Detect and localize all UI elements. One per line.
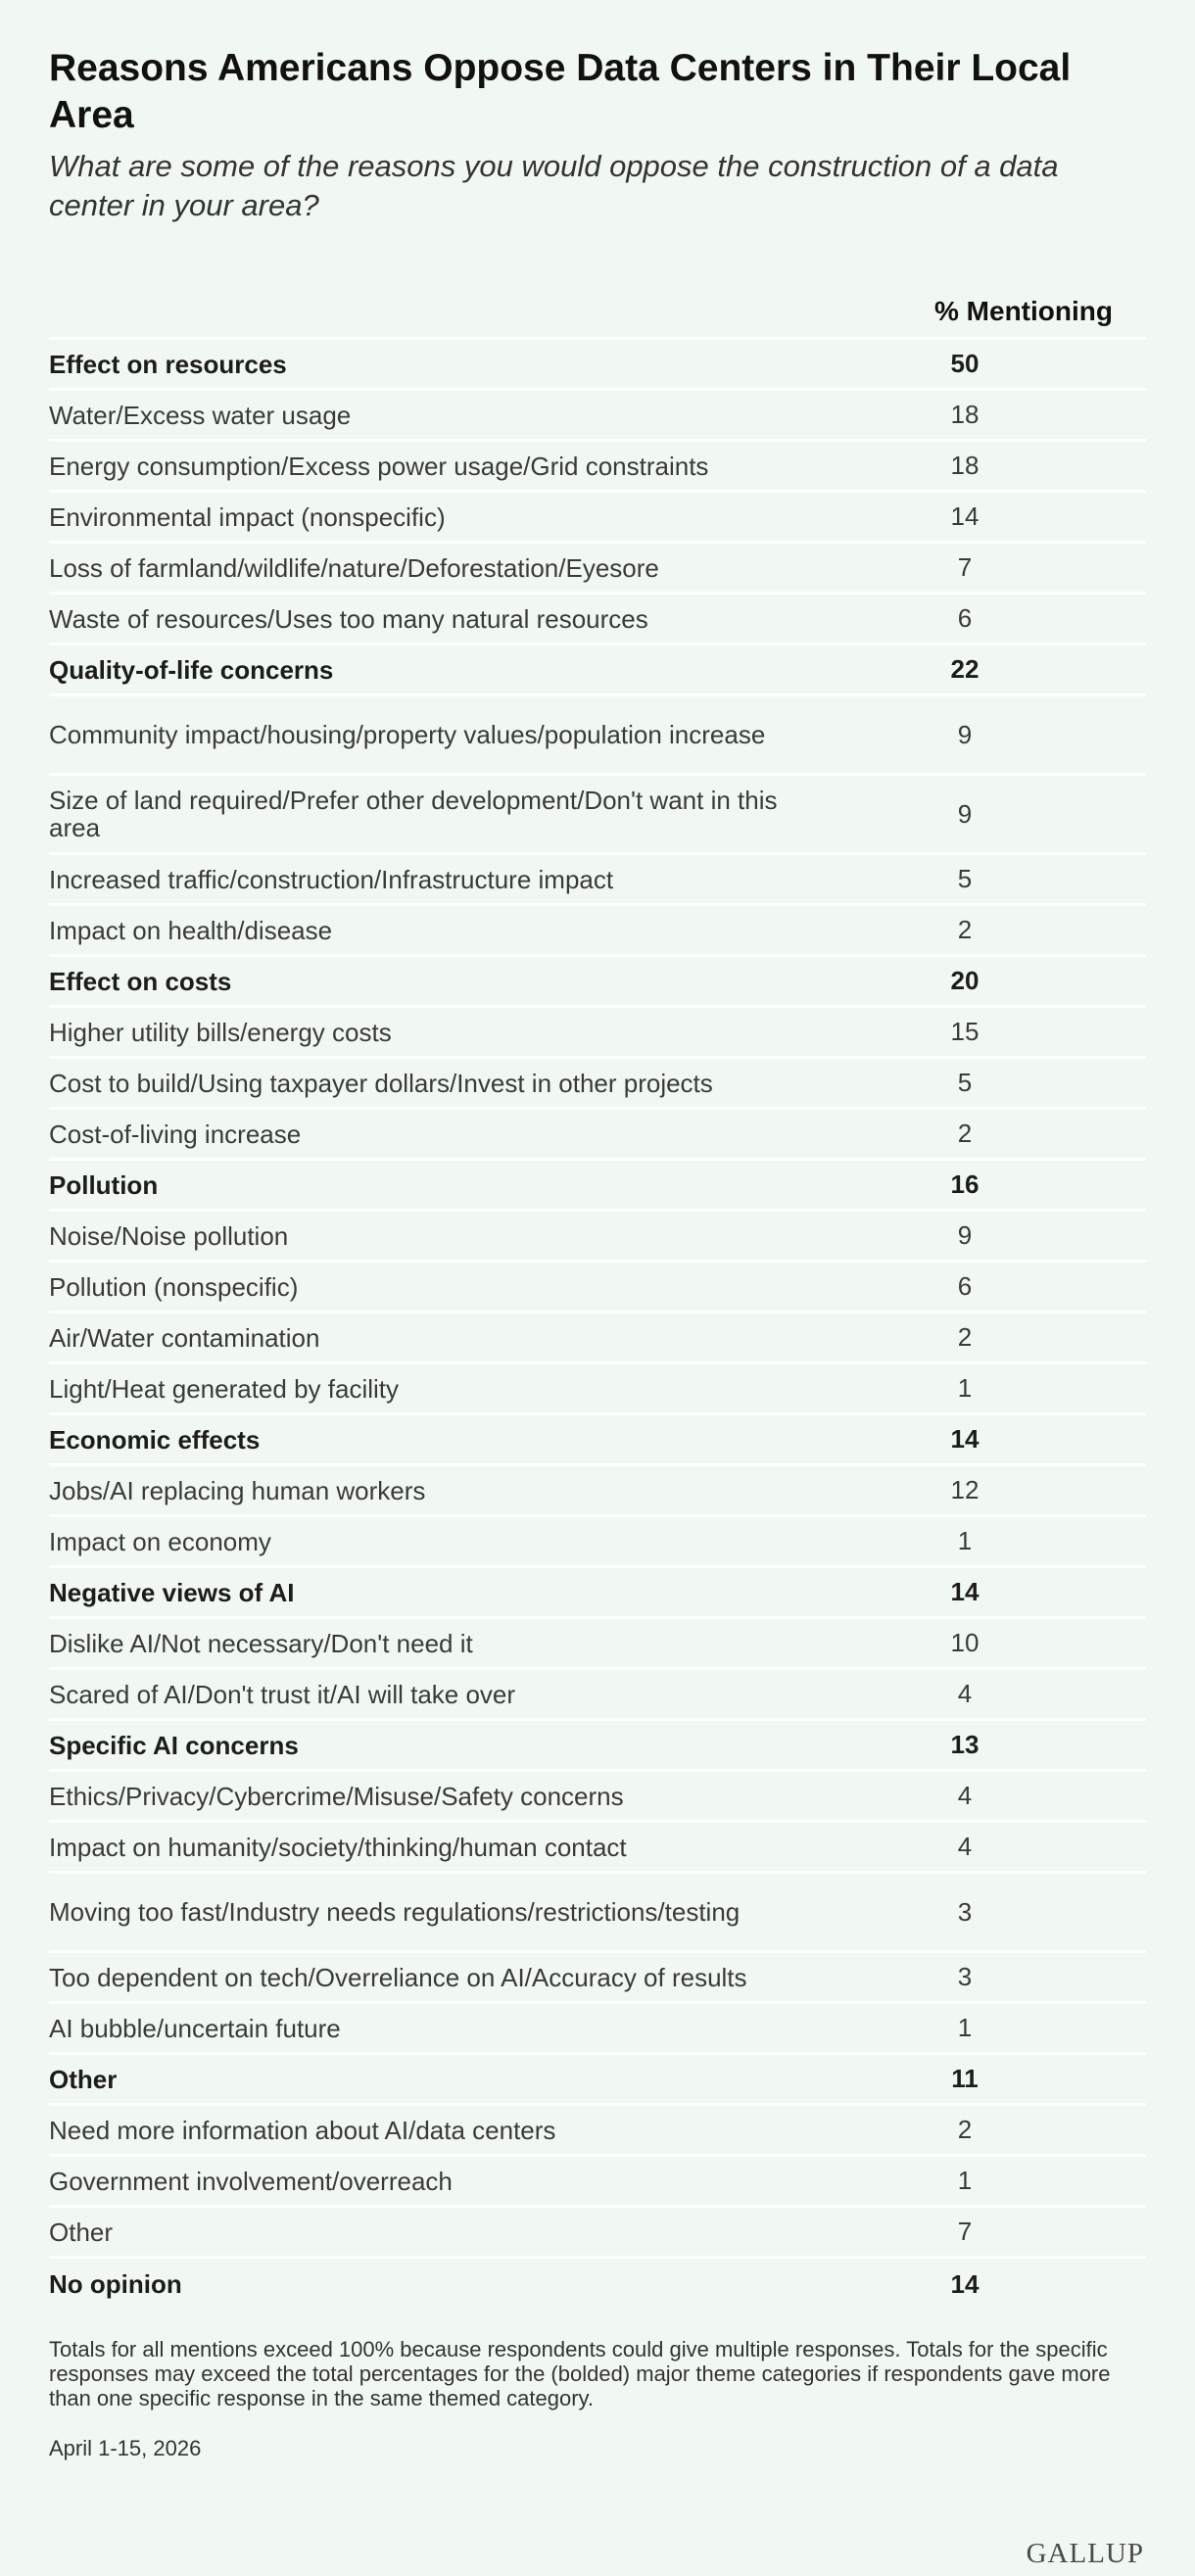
table-row bbox=[49, 1110, 1146, 1161]
row-value: 12 bbox=[950, 1475, 980, 1504]
row-label: Economic effects bbox=[49, 1424, 261, 1455]
row-label: Dislike AI/Not necessary/Don't need it bbox=[49, 1628, 473, 1658]
table-row bbox=[49, 1874, 1146, 1953]
row-label: Other bbox=[49, 2064, 118, 2094]
row-value: 1 bbox=[957, 1526, 973, 1555]
row-label: Higher utility bills/energy costs bbox=[49, 1017, 392, 1047]
row-value: 7 bbox=[957, 552, 973, 582]
row-label: Negative views of AI bbox=[49, 1577, 295, 1607]
row-label: Environmental impact (nonspecific) bbox=[49, 501, 446, 532]
row-label: Increased traffic/construction/Infrastructure impact bbox=[49, 864, 614, 894]
table-row bbox=[49, 1772, 1146, 1823]
row-value: 2 bbox=[957, 1322, 973, 1352]
table-row bbox=[49, 1212, 1146, 1263]
row-value: 9 bbox=[957, 1220, 973, 1250]
row-value: 2 bbox=[957, 2115, 973, 2144]
row-label: Light/Heat generated by facility bbox=[49, 1373, 399, 1404]
gallup-logo: GALLUP bbox=[1026, 2538, 1144, 2569]
row-value: 3 bbox=[957, 1896, 973, 1927]
row-label: Moving too fast/Industry needs regulations/restrictions/testing bbox=[49, 1897, 741, 1927]
table-row bbox=[49, 906, 1146, 957]
chart-title: Reasons Americans Oppose Data Centers in Their Local Area bbox=[49, 47, 1072, 136]
category-row bbox=[49, 957, 1146, 1008]
row-label: Noise/Noise pollution bbox=[49, 1220, 289, 1251]
table-row bbox=[49, 1619, 1146, 1670]
row-label: Impact on health/disease bbox=[49, 915, 333, 945]
row-value: 1 bbox=[957, 2013, 973, 2042]
row-label: Other bbox=[49, 2217, 114, 2247]
results-table bbox=[49, 286, 1146, 2310]
category-row bbox=[49, 1721, 1146, 1772]
row-label: Effect on costs bbox=[49, 966, 232, 996]
column-header: % Mentioning bbox=[934, 296, 1113, 326]
table-row bbox=[49, 696, 1146, 776]
table-row bbox=[49, 1953, 1146, 2004]
row-value: 9 bbox=[957, 798, 973, 829]
row-label: Community impact/housing/property values/population increase bbox=[49, 720, 766, 749]
table-row bbox=[49, 1466, 1146, 1517]
row-value: 1 bbox=[957, 1373, 973, 1403]
row-value: 50 bbox=[950, 349, 980, 378]
table-row bbox=[49, 2208, 1146, 2259]
row-label: Cost to build/Using taxpayer dollars/Invest in other projects bbox=[49, 1068, 713, 1098]
row-value: 15 bbox=[950, 1017, 980, 1046]
row-value: 7 bbox=[957, 2217, 973, 2246]
row-value: 6 bbox=[957, 603, 973, 633]
row-value: 14 bbox=[950, 501, 980, 531]
row-value: 5 bbox=[957, 1068, 973, 1097]
row-label: Jobs/AI replacing human workers bbox=[49, 1475, 426, 1505]
row-label: Effect on resources bbox=[49, 349, 287, 379]
row-value: 1 bbox=[957, 2166, 973, 2195]
table-row bbox=[49, 2004, 1146, 2055]
row-value: 2 bbox=[957, 1119, 973, 1148]
table-row bbox=[49, 493, 1146, 544]
row-value: 5 bbox=[957, 864, 973, 893]
table-row bbox=[49, 544, 1146, 595]
row-label: Ethics/Privacy/Cybercrime/Misuse/Safety concerns bbox=[49, 1781, 624, 1811]
row-label: Size of land required/Prefer other development/Don't want in this area bbox=[49, 786, 778, 842]
table-row bbox=[49, 776, 1146, 855]
row-label: Impact on economy bbox=[49, 1526, 271, 1556]
table-row bbox=[49, 595, 1146, 645]
row-label: Quality-of-life concerns bbox=[49, 654, 334, 685]
row-label: Need more information about AI/data centers bbox=[49, 2115, 556, 2145]
row-value: 22 bbox=[950, 654, 980, 684]
row-label: Government involvement/overreach bbox=[49, 2166, 453, 2196]
table-row bbox=[49, 391, 1146, 442]
table-row bbox=[49, 1517, 1146, 1568]
row-label: Pollution bbox=[49, 1169, 159, 1200]
table-row bbox=[49, 1313, 1146, 1364]
row-value: 4 bbox=[957, 1679, 973, 1708]
row-label: Cost-of-living increase bbox=[49, 1119, 302, 1149]
row-value: 14 bbox=[950, 1424, 980, 1454]
row-label: Impact on humanity/society/thinking/human contact bbox=[49, 1832, 627, 1862]
table-row bbox=[49, 1059, 1146, 1110]
table-row bbox=[49, 1263, 1146, 1313]
table-row bbox=[49, 1364, 1146, 1415]
row-value: 20 bbox=[950, 966, 980, 995]
table-row bbox=[49, 1008, 1146, 1059]
table-row bbox=[49, 855, 1146, 906]
category-row bbox=[49, 1161, 1146, 1212]
table-body bbox=[49, 337, 1146, 2310]
row-value: 4 bbox=[957, 1781, 973, 1810]
survey-date: April 1-15, 2026 bbox=[49, 2436, 202, 2460]
table-row bbox=[49, 442, 1146, 493]
table-row bbox=[49, 1823, 1146, 1874]
column-header-row bbox=[49, 286, 1146, 337]
category-row bbox=[49, 2259, 1146, 2310]
footnote: Totals for all mentions exceed 100% because respondents could give multiple responses. Totals for the specific responses may exceed the total percentages for the (bolded) major theme categories if respondents gave more than one specific response in the same themed category. bbox=[49, 2337, 1111, 2410]
row-label: Loss of farmland/wildlife/nature/Deforestation/Eyesore bbox=[49, 552, 659, 583]
row-label: Pollution (nonspecific) bbox=[49, 1271, 299, 1302]
row-value: 16 bbox=[950, 1169, 980, 1199]
row-label: Waste of resources/Uses too many natural resources bbox=[49, 603, 648, 634]
row-value: 13 bbox=[950, 1730, 980, 1759]
row-label: Water/Excess water usage bbox=[49, 400, 352, 430]
row-label: No opinion bbox=[49, 2269, 182, 2299]
row-label: Air/Water contamination bbox=[49, 1322, 320, 1353]
row-label: AI bubble/uncertain future bbox=[49, 2013, 341, 2043]
row-value: 18 bbox=[950, 400, 980, 429]
row-value: 10 bbox=[950, 1628, 980, 1657]
row-value: 4 bbox=[957, 1832, 973, 1861]
category-row bbox=[49, 645, 1146, 696]
row-value: 9 bbox=[957, 719, 973, 749]
table-row bbox=[49, 2106, 1146, 2157]
row-value: 2 bbox=[957, 915, 973, 944]
row-value: 14 bbox=[950, 2268, 980, 2299]
row-label: Too dependent on tech/Overreliance on AI/Accuracy of results bbox=[49, 1962, 747, 1992]
chart-subtitle: What are some of the reasons you would oppose the construction of a data center in your area? bbox=[49, 149, 1059, 222]
row-value: 3 bbox=[957, 1962, 973, 1991]
table-row bbox=[49, 2157, 1146, 2208]
category-row bbox=[49, 2055, 1146, 2106]
category-row bbox=[49, 340, 1146, 391]
row-value: 14 bbox=[950, 1577, 980, 1606]
row-label: Scared of AI/Don't trust it/AI will take over bbox=[49, 1679, 516, 1709]
category-row bbox=[49, 1415, 1146, 1466]
row-label: Specific AI concerns bbox=[49, 1730, 299, 1760]
category-row bbox=[49, 1568, 1146, 1619]
row-label: Energy consumption/Excess power usage/Grid constraints bbox=[49, 451, 709, 481]
row-value: 11 bbox=[951, 2064, 979, 2093]
table-row bbox=[49, 1670, 1146, 1721]
row-value: 6 bbox=[957, 1271, 973, 1301]
row-value: 18 bbox=[950, 451, 980, 480]
